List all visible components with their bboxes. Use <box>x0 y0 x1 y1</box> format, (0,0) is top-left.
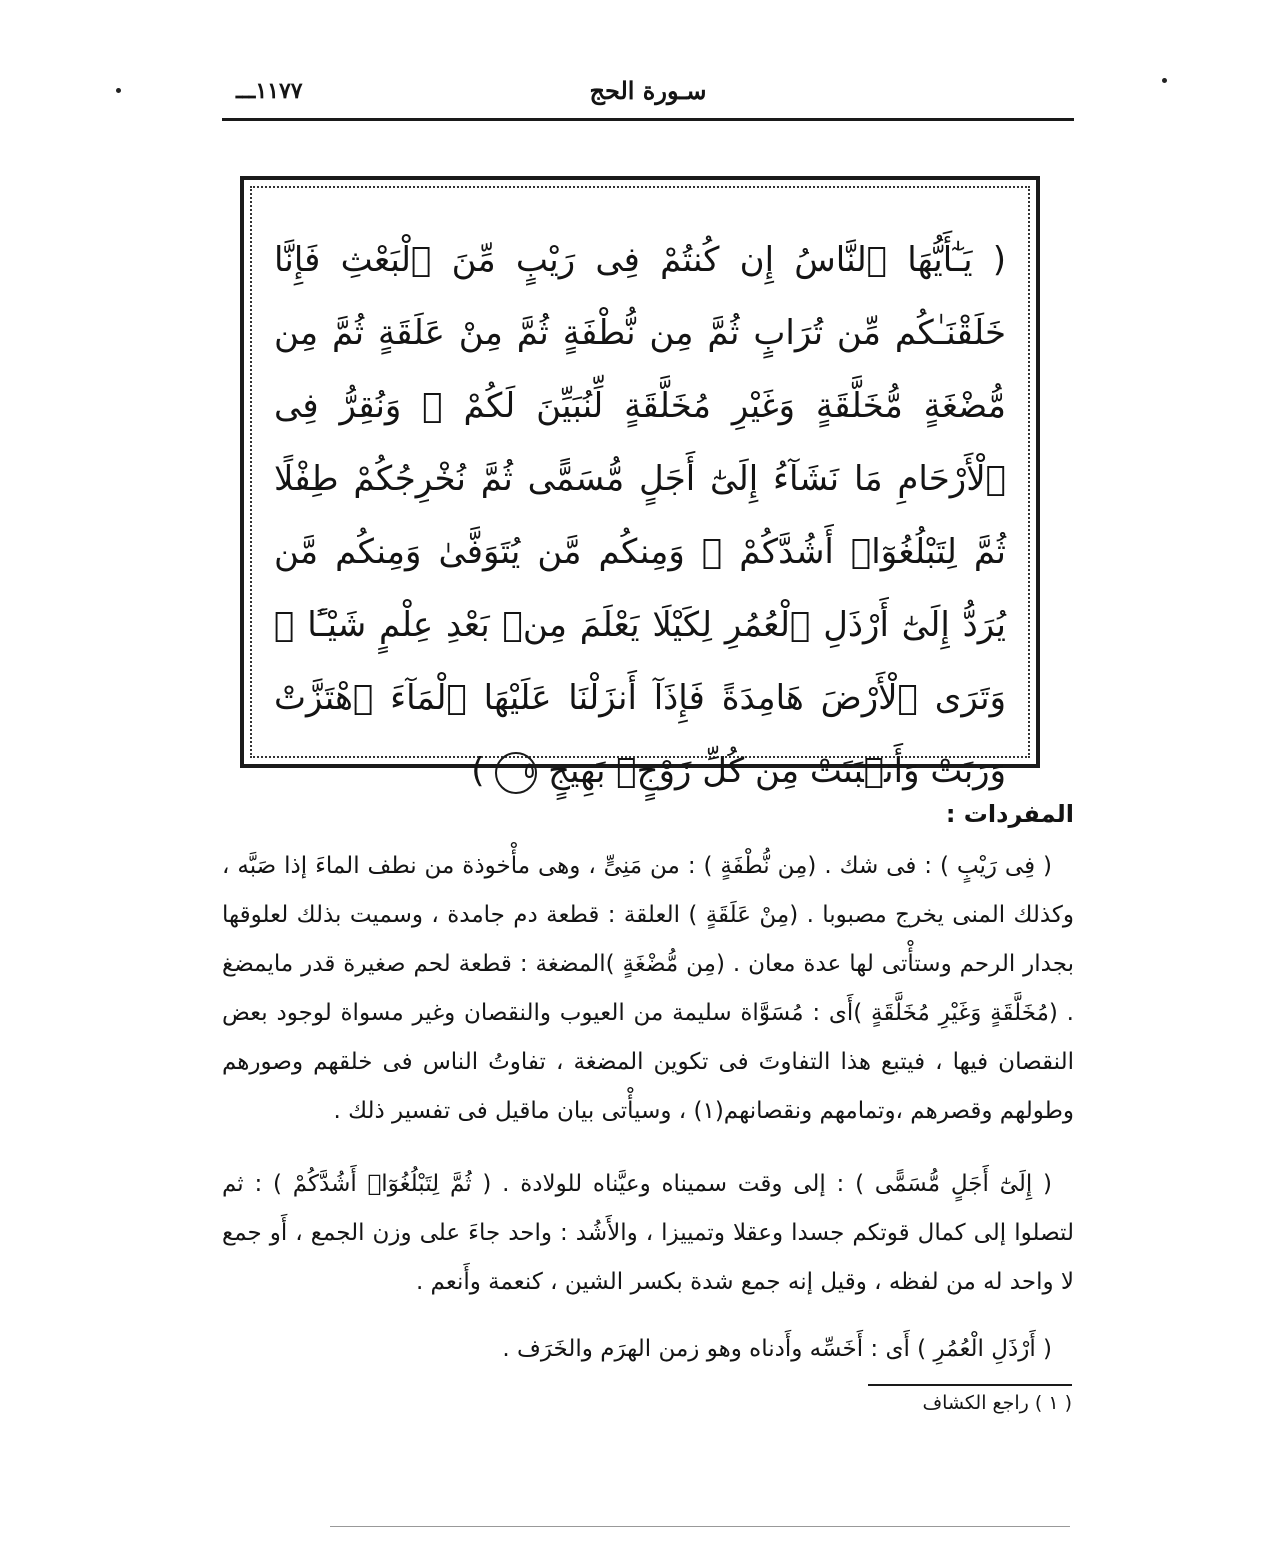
scan-speck <box>1162 78 1167 83</box>
vocabulary-paragraph: ( إِلَىٰٓ أَجَلٍ مُّسَمًّى ) : إلى وقت سميناه وعيَّناه للولادة . ( ثُمَّ لِتَبْلُغُوٓا۟ أَشُدَّكُمْ ) : ثم لتصلوا إلى كمال قوتكم جسدا وعقلا وتمييزا ، والأَشُد : واحد جاءَ على وزن الجمع ، أَو جمع لا واحد له من لفظه ، وقيل إنه جمع شدة بكسر الشين ، كنعمة وأَنعم . <box>222 1171 1074 1295</box>
page-header <box>222 70 1074 121</box>
surah-title: سـورة الحج <box>589 76 707 105</box>
page-number: ١١٧٧ـــ <box>236 78 303 104</box>
scan-speck <box>116 88 121 93</box>
ayah-number-marker: ٥ <box>495 752 537 794</box>
vocabulary-heading: المفردات : <box>945 800 1074 828</box>
vocabulary-section <box>222 842 1074 1136</box>
verse-frame <box>240 176 1040 791</box>
verse-text: ( يَـٰٓأَيُّهَا ٱلنَّاسُ إِن كُنتُمْ فِى رَيْبٍ مِّنَ ٱلْبَعْثِ فَإِنَّا خَلَقْنَـٰكُم مِّن تُرَابٍ ثُمَّ مِن نُّطْفَةٍ ثُمَّ مِنْ عَلَقَةٍ ثُمَّ مِن مُّضْغَةٍ مُّخَلَّقَةٍ وَغَيْرِ مُخَلَّقَةٍ لِّنُبَيِّنَ لَكُمْ ۚ وَنُقِرُّ فِى ٱلْأَرْحَامِ مَا نَشَآءُ إِلَىٰٓ أَجَلٍ مُّسَمًّى ثُمَّ نُخْرِجُكُمْ طِفْلًا ثُمَّ لِتَبْلُغُوٓا۟ أَشُدَّكُمْ ۖ وَمِنكُم مَّن يُتَوَفَّىٰ وَمِنكُم مَّن يُرَدُّ إِلَىٰٓ أَرْذَلِ ٱلْعُمُرِ لِكَيْلَا يَعْلَمَ مِنۢ بَعْدِ عِلْمٍ شَيْـًٔا ۚ وَتَرَى ٱلْأَرْضَ هَامِدَةً فَإِذَآ أَنزَلْنَا عَلَيْهَا ٱلْمَآءَ ٱهْتَزَّتْ وَرَبَتْ وَأَنۢبَتَتْ مِن كُلِّ زَوْجٍۭ بَهِيجٍ <box>274 240 1006 791</box>
footnote: ( ١ ) راجع الكشاف <box>922 1392 1072 1414</box>
vocabulary-paragraph: ( أَرْذَلِ الْعُمُرِ ) أَى : أَخَسِّه وأَدناه وهو زمن الهرَم والخَرَف . <box>502 1336 1052 1362</box>
quran-verse <box>274 224 1006 808</box>
footnote-divider <box>868 1384 1072 1386</box>
verse-closing-bracket: ) <box>471 751 485 791</box>
vocabulary-section <box>222 1325 1074 1374</box>
vocabulary-section <box>222 1160 1074 1307</box>
vocabulary-paragraph: ( فِى رَيْبٍ ) : فى شك . (مِن نُّطْفَةٍ ) : من مَنِىٍّ ، وهى مأْخوذة من نطف الماءَ إذا صَبَّه ، وكذلك المنى يخرج مصبوبا . (مِنْ عَلَقَةٍ ) العلقة : قطعة دم جامدة ، وسميت بذلك لعلوقها بجدار الرحم وستأْتى لها عدة معان . (مِن مُّضْغَةٍ )المضغة : قطعة لحم صغيرة قدر مايمضغ . (مُخَلَّقَةٍ وَغَيْرِ مُخَلَّقَةٍ )أَى : مُسَوَّاة سليمة من العيوب والنقصان وغير مسواة لوجود بعض النقصان فيها ، فيتبع هذا التفاوتَ فى تكوين المضغة ، تفاوتُ الناس فى خلقهم وصورهم وطولهم وقصرهم ،وتمامهم ونقصانهم(١) ، وسيأْتى بيان ماقيل فى تفسير ذلك . <box>222 853 1074 1124</box>
page-bottom-line <box>330 1526 1070 1527</box>
